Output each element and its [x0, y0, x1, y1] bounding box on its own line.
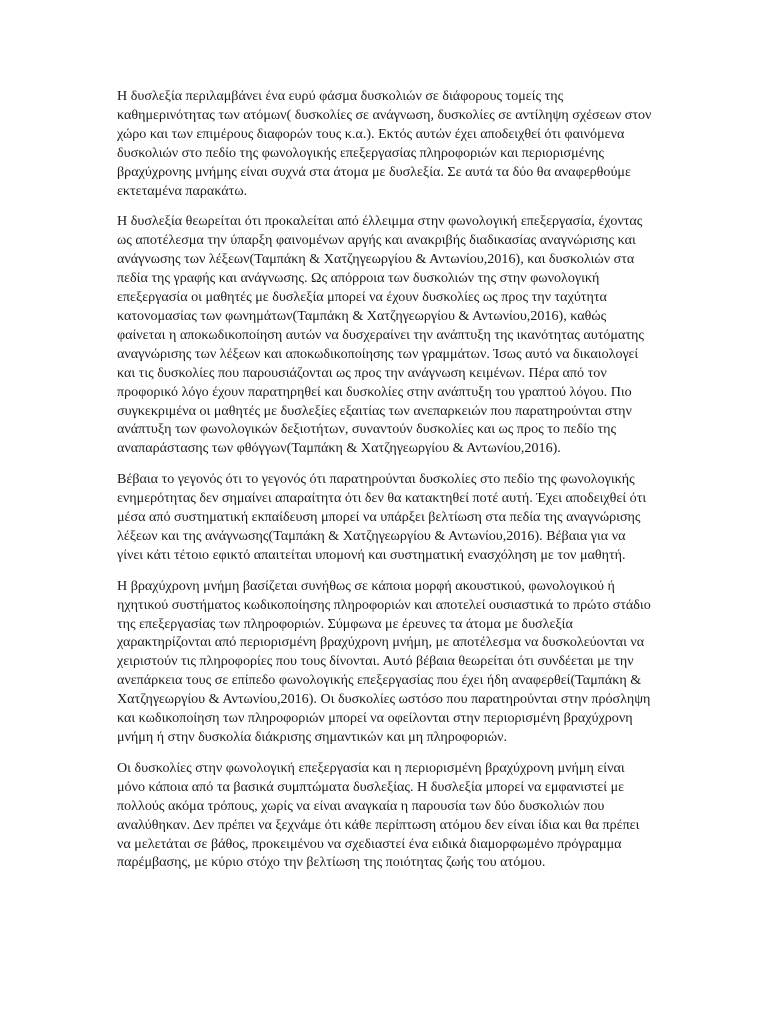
paragraph: Η βραχύχρονη μνήμη βασίζεται συνήθως σε κάποια μορφή ακουστικού, φωνολογικού ή ηχητικού συστήματος κωδικοποίησης πληροφοριών και αποτελεί ουσιαστικά το πρώτο στάδιο της επεξεργασίας των πληροφοριών. Σύμφωνα με έρευνες τα άτομα με δυσλεξία χαρακτηρίζονται από περιορισμένη βραχύχρονη μνήμη, με αποτέλεσμα να δυσκολεύονται να χειριστούν τις πληροφορίες που τους δίνονται. Αυτό βέβαια θεωρείται ότι συνδέεται με την ανεπάρκεια τους σε επίπεδο φωνολογικής επεξεργασίας που έχει ήδη αναφερθεί(Ταμπάκη & Χατζηγεωργίου & Αντωνίου,2016). Οι δυσκολίες ωστόσο που παρατηρούνται στην πρόσληψη και κωδικοποίηση των πληροφοριών μπορεί να οφείλονται στην περιορισμένη βραχύχρονη μνήμη ή στην δυσκολία διάκρισης σημαντικών και μη πληροφοριών. [117, 577, 651, 745]
document-body [117, 87, 653, 884]
paragraph: Η δυσλεξία περιλαμβάνει ένα ευρύ φάσμα δυσκολιών σε διάφορους τομείς της καθημερινότητας των ατόμων( δυσκολίες σε ανάγνωση, δυσκολίες σε αντίληψη σχέσεων στον χώρο και των επιμέρους διαφορών τους κ.α.). Εκτός αυτών έχει αποδειχθεί ότι φαινόμενα δυσκολιών στο πεδίο της φωνολογικής επεξεργασίας πληροφοριών και περιορισμένης βραχύχρονης μνήμης είναι συχνά στα άτομα με δυσλεξία. Σε αυτά τα δύο θα αναφερθούμε εκτεταμένα παρακάτω. [117, 88, 652, 199]
paragraph: Βέβαια το γεγονός ότι το γεγονός ότι παρατηρούνται δυσκολίες στο πεδίο της φωνολογικής ενημερότητας δεν σημαίνει απαραίτητα ότι δεν θα κατακτηθεί ποτέ αυτή. Έχει αποδειχθεί ότι μέσα από συστηματική εκπαίδευση μπορεί να υπάρξει βελτίωση στα πεδία της αναγνώρισης λέξεων και της ανάγνωσης(Ταμπάκη & Χατζηγεωργίου & Αντωνίου,2016). Βέβαια για να γίνει κάτι τέτοιο εφικτό απαιτείται υπομονή και συστηματική ενασχόληση με τον μαθητή. [117, 471, 647, 563]
paragraph: Η δυσλεξία θεωρείται ότι προκαλείται από έλλειμμα στην φωνολογική επεξεργασία, έχοντας ως αποτέλεσμα την ύπαρξη φαινομένων αργής και ανακριβής διαδικασίας αναγνώρισης και ανάγνωσης των λέξεων(Ταμπάκη & Χατζηγεωργίου & Αντωνίου,2016), και δυσκολιών στα πεδία της γραφής και ανάγνωσης. Ως απόρροια των δυσκολιών της στην φωνολογική επεξεργασία οι μαθητές με δυσλεξία μπορεί να έχουν δυσκολίες ως προς την ταχύτητα κατονομασίας των φωνημάτων(Ταμπάκη & Χατζηγεωργίου & Αντωνίου,2016), καθώς φαίνεται η αποκωδικοποίηση αυτών να δυσχεραίνει την ανάπτυξη της ικανότητας αυτόματης αναγνώρισης των λέξεων και αποκωδικοποίησης των γραμμάτων. Ίσως αυτό να δικαιολογεί και τις δυσκολίες που παρουσιάζονται ως προς την ανάγνωση κειμένων. Πέρα από τον προφορικό λόγο έχουν παρατηρηθεί και δυσκολίες στην ανάπτυξη του γραπτού λόγου. Πιο συγκεκριμένα οι μαθητές με δυσλεξίες εξαιτίας των ανεπαρκειών που παρατηρούνται στην ανάπτυξη των φωνολογικών δεξιοτήτων, συναντούν δυσκολίες και ως προς το πεδίο της αναπαράστασης των φθόγγων(Ταμπάκη & Χατζηγεωργίου & Αντωνίου,2016). [117, 213, 644, 457]
paragraph: Οι δυσκολίες στην φωνολογική επεξεργασία και η περιορισμένη βραχύχρονη μνήμη είναι μόνο κάποια από τα βασικά συμπτώματα δυσλεξίας. Η δυσλεξία μπορεί να εμφανιστεί με πολλούς ακόμα τρόπους, χωρίς να είναι αναγκαία η παρουσία των δύο δυσκολιών που αναλύθηκαν. Δεν πρέπει να ξεχνάμε ότι κάθε περίπτωση ατόμου δεν είναι ίδια και θα πρέπει να μελετάται σε βάθος, προκειμένου να σχεδιαστεί ένα ειδικά διαμορφωμένο πρόγραμμα παρέμβασης, με κύριο στόχο την βελτίωση της ποιότητας ζωής του ατόμου. [117, 759, 640, 871]
